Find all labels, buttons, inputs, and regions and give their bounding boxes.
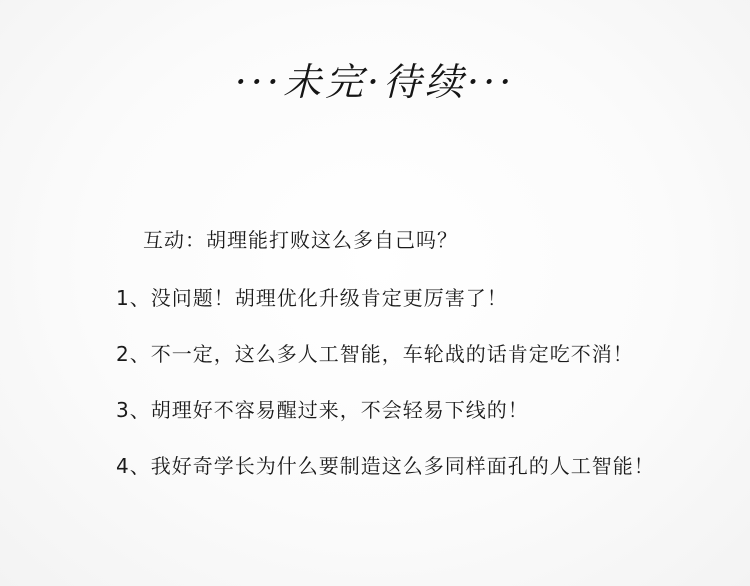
interaction-question: 互动：胡理能打败这么多自己吗？: [143, 228, 458, 252]
interaction-option-3: 3、胡理好不容易醒过来，不会轻易下线的！: [116, 398, 529, 422]
to-be-continued-banner: [0, 48, 750, 108]
to-be-continued-title: ···未完·待续···: [234, 59, 516, 104]
interaction-option-1: 1、没问题！胡理优化升级肯定更厉害了！: [116, 286, 508, 310]
interaction-option-4: 4、我好奇学长为什么要制造这么多同样面孔的人工智能！: [116, 454, 655, 478]
interaction-option-2: 2、不一定，这么多人工智能，车轮战的话肯定吃不消！: [116, 342, 634, 366]
